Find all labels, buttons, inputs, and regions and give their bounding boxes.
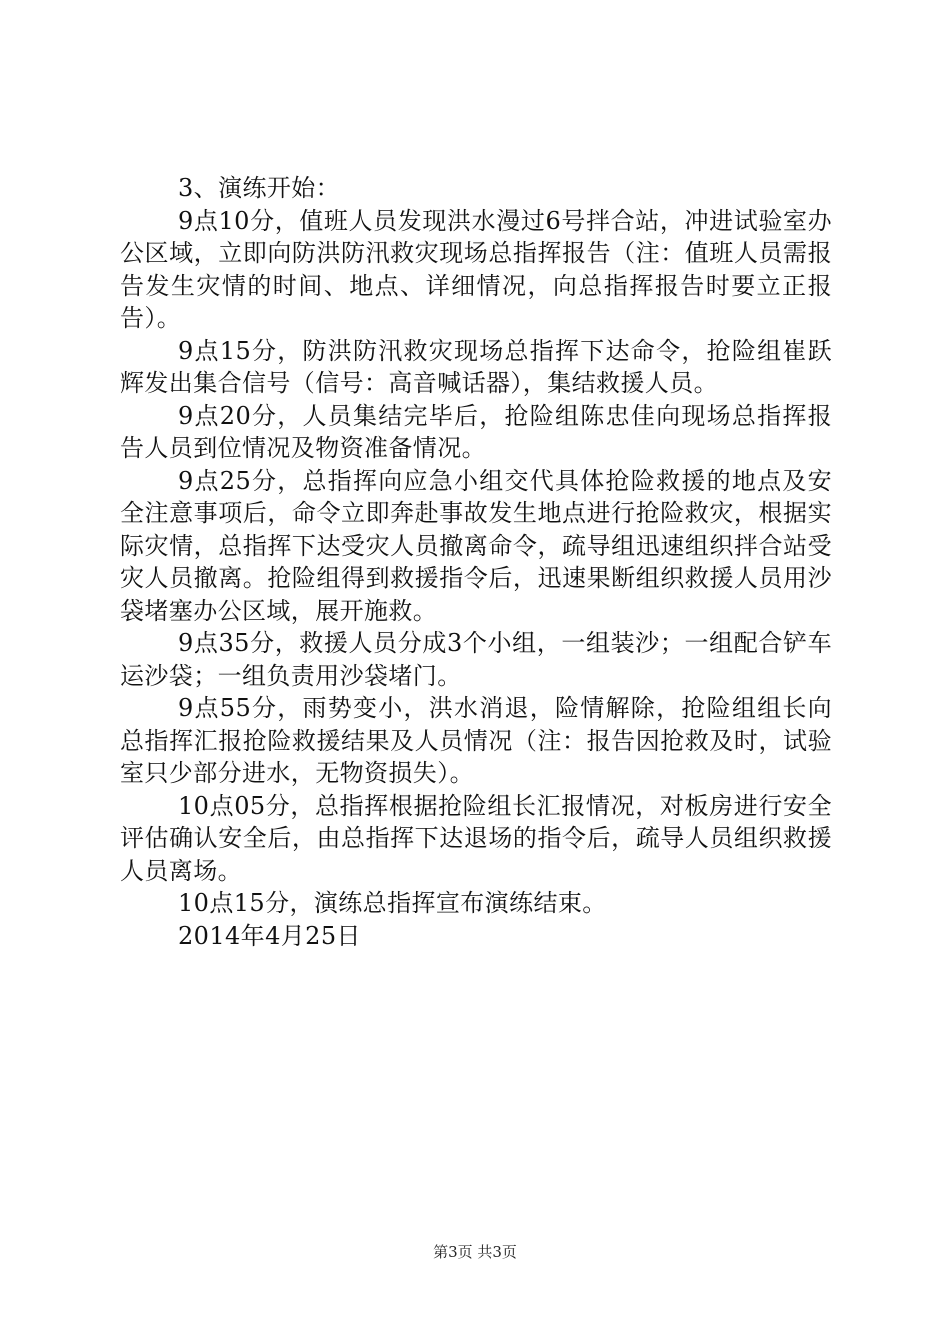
document-body	[120, 172, 832, 952]
document-date: 2014年4月25日	[178, 921, 361, 950]
paragraph-0925: 9点25分，总指挥向应急小组交代具体抢险救援的地点及安全注意事项后，命令立即奔赴事故发生地点进行抢险救灾，根据实际灾情，总指挥下达受灾人员撤离命令，疏导组迅速组织拌合站受灾人员撤离。抢险组得到救援指令后，迅速果断组织救援人员用沙袋堵塞办公区域，展开施救。	[120, 466, 832, 625]
paragraph-0955: 9点55分，雨势变小，洪水消退，险情解除，抢险组组长向总指挥汇报抢险救援结果及人员情况（注：报告因抢救及时，试验室只少部分进水，无物资损失）。	[120, 694, 832, 787]
page-number-footer: 第3页 共3页	[433, 1243, 517, 1261]
paragraph-0915: 9点15分，防洪防汛救灾现场总指挥下达命令，抢险组崔跃辉发出集合信号（信号：高音喊话器），集结救援人员。	[120, 336, 832, 397]
section-heading: 3、演练开始：	[178, 174, 341, 202]
paragraph-1005: 10点05分，总指挥根据抢险组长汇报情况，对板房进行安全评估确认安全后，由总指挥下达退场的指令后，疏导人员组织救援人员离场。	[120, 791, 832, 885]
paragraph-0935: 9点35分，救援人员分成3个小组，一组装沙；一组配合铲车运沙袋；一组负责用沙袋堵门。	[120, 629, 832, 690]
paragraph-0920: 9点20分，人员集结完毕后，抢险组陈忠佳向现场总指挥报告人员到位情况及物资准备情况。	[120, 401, 832, 462]
paragraph-0910: 9点10分，值班人员发现洪水漫过6号拌合站，冲进试验室办公区域，立即向防洪防汛救灾现场总指挥报告（注：值班人员需报告发生灾情的时间、地点、详细情况，向总指挥报告时要立正报告）。	[120, 206, 832, 332]
paragraph-1015: 10点15分，演练总指挥宣布演练结束。	[178, 889, 607, 917]
